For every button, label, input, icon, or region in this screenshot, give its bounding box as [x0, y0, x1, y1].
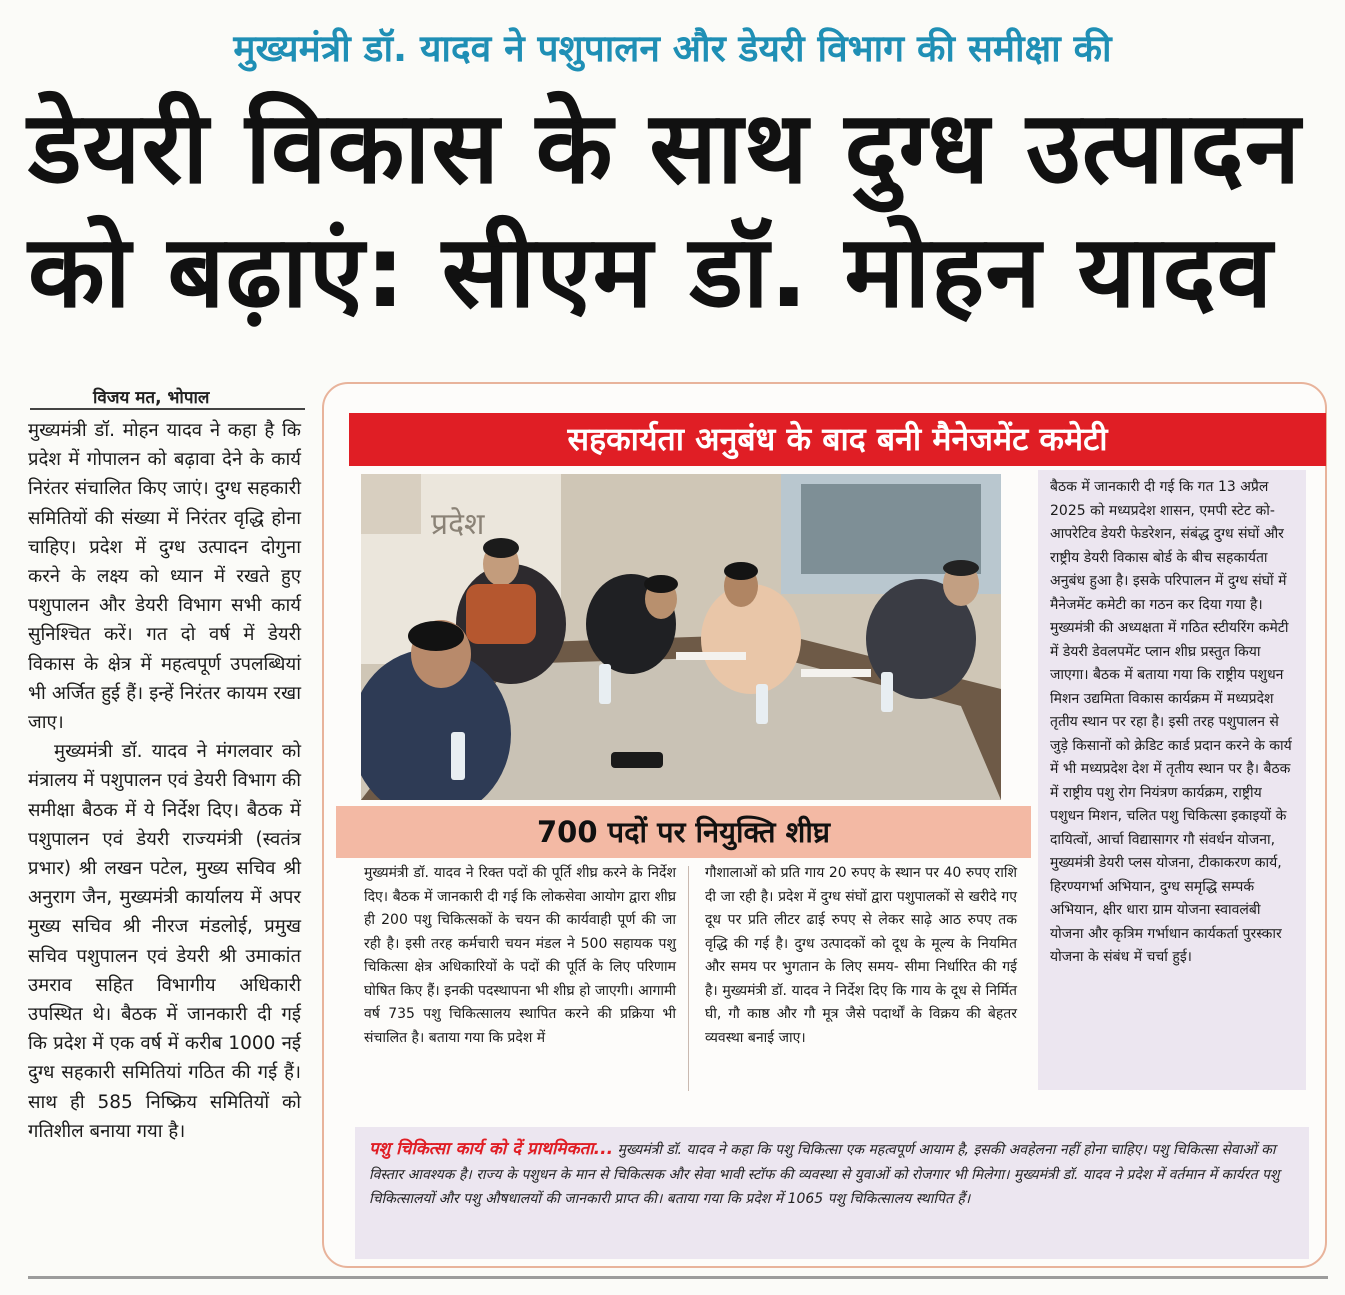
byline: विजय मत, भोपाल [93, 388, 210, 408]
column-divider [688, 866, 689, 1091]
left-column-story [28, 416, 301, 1146]
middle-column-a-text: मुख्यमंत्री डॉ. यादव ने रिक्त पदों की पूर्ति शीघ्र करने के निर्देश दिए। बैठक में जानकारी दी गई कि लोकसेवा आयोग द्वारा शीघ्र ही 200 पशु चिकित्सकों के चयन की कार्यवाही पूर्ण की जा रही है। इसी तरह कर्मचारी चयन मंडल ने 500 सहायक पशु चिकित्सा क्षेत्र अधिकारियों के पदों की पूर्ति के लिए परिणाम घोषित किए हैं। इनकी पदस्थापना भी शीघ्र हो जाएगी। आगामी वर्ष 735 पशु चिकित्सालय स्थापित करने की प्रक्रिया भी संचालित है। बताया गया कि प्रदेश में [364, 865, 676, 1046]
page-bottom-rule [28, 1276, 1328, 1279]
right-column-story [1038, 470, 1306, 1090]
right-column-text: बैठक में जानकारी दी गई कि गत 13 अप्रैल 2025 को मध्यप्रदेश शासन, एमपी स्टेट को-आपरेटिव डेयरी फेडरेशन, संबंद्ध दुग्ध संघों और राष्ट्रीय डेयरी विकास बोर्ड के बीच सहकार्यता अनुबंध हुआ है। इसके परिपालन में दुग्ध संघों में मैनेजमेंट कमेटी का गठन कर दिया गया है। मुख्यमंत्री की अध्यक्षता में गठित स्टीयरिंग कमेटी में डेयरी डेवलपमेंट प्लान शीघ्र प्रस्तुत किया जाएगा। बैठक में बताया गया कि राष्ट्रीय पशुधन मिशन उद्यमिता विकास कार्यक्रम में मध्यप्रदेश तृतीय स्थान पर रहा है। इसी तरह पशुपालन से जुड़े किसानों को क्रेडिट कार्ड प्रदान करने के कार्य में भी मध्यप्रदेश देश में तृतीय स्थान पर है। बैठक में राष्ट्रीय पशु रोग नियंत्रण कार्यक्रम, राष्ट्रीय पशुधन मिशन, चलित पशु चिकित्सा इकाइयों के दायित्वों, आर्चा विद्यासागर गौ संवर्धन योजना, मुख्यमंत्री डेयरी प्लस योजना, टीकाकरण कार्य, हिरण्यगर्भा अभियान, दुग्ध समृद्धि सम्पर्क अभियान, क्षीर धारा ग्राम योजना स्वावलंबी योजना और कृत्रिम गर्भाधान कार्यकर्ता पुरस्कार योजना के संबंध में चर्चा हुई। [1050, 479, 1292, 965]
kicker-headline: मुख्यमंत्री डॉ. यादव ने पशुपालन और डेयरी विभाग की समीक्षा की [233, 27, 1112, 70]
main-headline [28, 86, 1328, 334]
left-paragraph-2: मुख्यमंत्री डॉ. यादव ने मंगलवार को मंत्रालय में पशुपालन एवं डेयरी विभाग की समीक्षा बैठक में ये निर्देश दिए। बैठक में पशुपालन एवं डेयरी राज्यमंत्री (स्वतंत्र प्रभार) श्री लखन पटेल, मुख्य सचिव श्री अनुराग जैन, मुख्यमंत्री कार्यालय में अपर मुख्य सचिव श्री नीरज मंडलोई, प्रमुख सचिव पशुपालन एवं डेयरी श्री उमाकांत उमराव सहित विभागीय अधिकारी उपस्थित थे। बैठक में जानकारी दी गई कि प्रदेश में एक वर्ष में करीब 1000 नई दुग्ध सहकारी समितियां गठित की गई हैं। साथ ही 585 निष्क्रिय समितियों को गतिशील बनाया गया है। [28, 741, 301, 1142]
middle-column-a [364, 862, 676, 1050]
meeting-photo-illustration [361, 474, 1001, 800]
middle-column-b-text: गौशालाओं को प्रति गाय 20 रुपए के स्थान पर 40 रुपए राशि दी जा रही है। प्रदेश में दुग्ध संघों द्वारा पशुपालकों से खरीदे गए दूध पर प्रति लीटर ढाई रुपए से लेकर साढ़े आठ रुपए तक वृद्धि की गई है। दुग्ध उत्पादकों को दूध के मूल्य के नियमित और समय पर भुगतान के लिए समय- सीमा निर्धारित की गई है। मुख्यमंत्री डॉ. यादव ने निर्देश दिए कि गाय के दूध से निर्मित घी, गौ काष्ठ और गौ मूत्र जैसे पदार्थों के विक्रय की बेहतर व्यवस्था बनाई जाए। [705, 865, 1017, 1046]
byline-divider [30, 408, 305, 410]
bottom-box-body: मुख्यमंत्री डॉ. यादव ने कहा कि पशु चिकित्सा एक महत्वपूर्ण आयाम है, इसकी अवहेलना नहीं होना चाहिए। पशु चिकित्सा सेवाओं का विस्तार आवश्यक है। राज्य के पशुधन के मान से चिकित्सक और सेवा भावी स्टॉफ की व्यवस्था से युवाओं को रोजगार भी मिलेगा। मुख्यमंत्री डॉ. यादव ने प्रदेश में वर्तमान में कार्यरत पशु चिकित्सालयों और पशु औषधालयों की जानकारी प्राप्त की। बताया गया कि प्रदेश में 1065 पशु चिकित्सालय स्थापित हैं। [369, 1142, 1280, 1207]
feature-banner: सहकार्यता अनुबंध के बाद बनी मैनेजमेंट कमेटी [349, 413, 1326, 466]
middle-column-b [705, 862, 1017, 1050]
photo-wall-text: प्रदेश [431, 507, 485, 542]
subheading-700-posts: 700 पदों पर नियुक्ति शीघ्र [336, 806, 1031, 858]
headline-line-1: डेयरी विकास के साथ दुग्ध उत्पादन [28, 89, 1302, 206]
bottom-box-lead: पशु चिकित्सा कार्य को दें प्राथमिकता... [369, 1139, 614, 1159]
left-paragraph-1: मुख्यमंत्री डॉ. मोहन यादव ने कहा है कि प्रदेश में गोपालन को बढ़ावा देने के कार्य निरंतर संचालित किए जाएं। दुग्ध सहकारी समितियों की संख्या में निरंतर वृद्धि होना चाहिए। प्रदेश में दुग्ध उत्पादन दोगुना करने के लक्ष्य को ध्यान में रखते हुए पशुपालन और डेयरी विभाग सभी कार्य सुनिश्चित करें। गत दो वर्ष में डेयरी विकास के क्षेत्र में महत्वपूर्ण उपलब्धियां भी अर्जित हुई हैं। इन्हें निरंतर कायम रखा जाए। [28, 420, 301, 734]
headline-line-2: को बढ़ाएं: सीएम डॉ. मोहन यादव [28, 213, 1274, 330]
bottom-highlight-box [355, 1127, 1309, 1259]
meeting-photo [361, 474, 1001, 800]
